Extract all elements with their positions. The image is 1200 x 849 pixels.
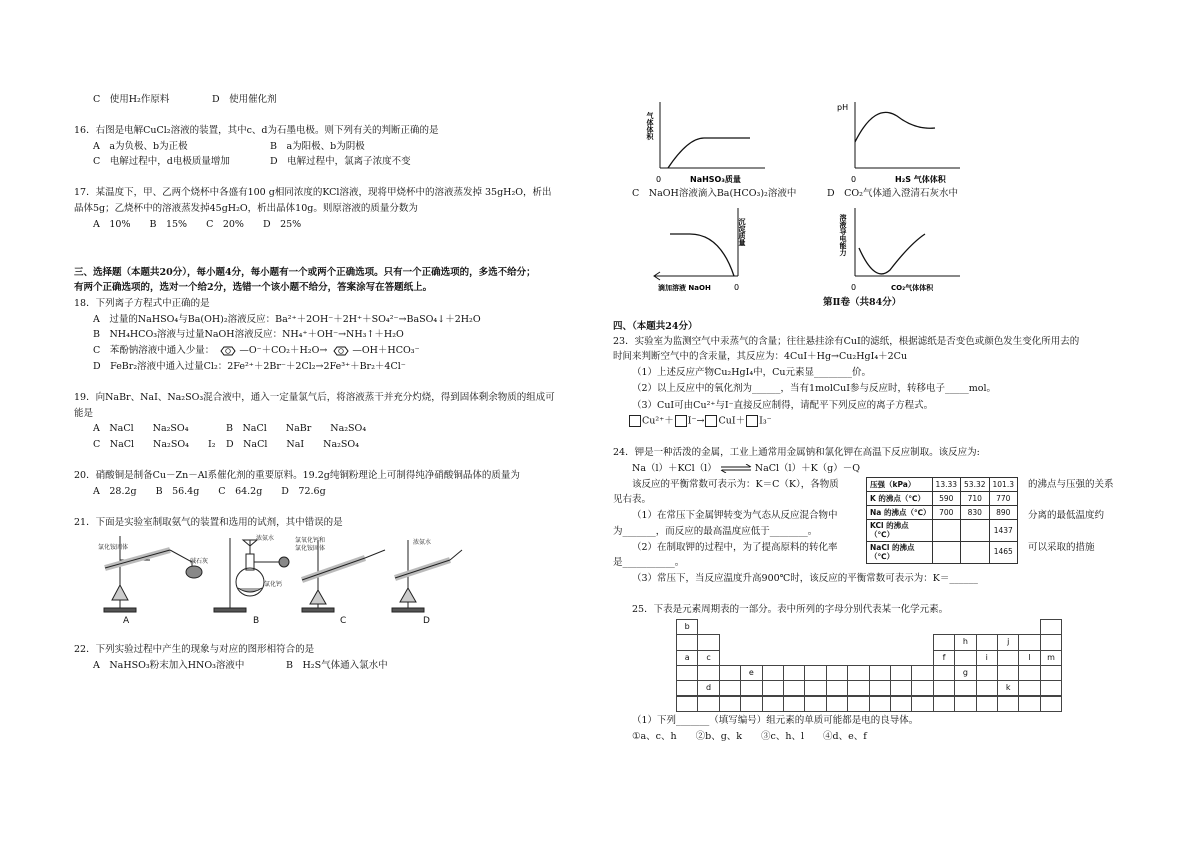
row-header: 压强（kPa） — [867, 478, 933, 492]
graph-a-origin: 0 — [656, 175, 662, 184]
element-cell — [933, 696, 955, 712]
graph-c-xlabel: 滴加溶液 NaOH — [658, 284, 711, 292]
label-a: A — [123, 616, 130, 625]
element-cell-j: j — [997, 634, 1019, 650]
element-cell — [976, 665, 998, 681]
element-cell — [869, 665, 891, 681]
q22-option-a: A NaHSO₃粉末加入HNO₃溶液中 — [93, 660, 245, 671]
element-cell — [911, 696, 933, 712]
element-cell — [933, 634, 955, 650]
table-cell — [961, 541, 989, 563]
eq-term-4: I₃⁻ — [759, 415, 772, 427]
element-cell-d: d — [697, 680, 719, 696]
q24-line3a: （1）在常压下金属钾转变为气态从反应混合物中 — [632, 510, 838, 521]
q22-option-b: B H₂S气体通入氯水中 — [286, 660, 388, 671]
table-cell: 101.3 — [989, 478, 1017, 492]
element-cell — [1040, 634, 1062, 650]
q17-stem-2: 晶体5g；乙烧杯中的溶液蒸发掉45gH₂O，析出晶体10g。则原溶液的质量分数为 — [74, 203, 418, 214]
element-cell — [719, 665, 741, 681]
element-cell — [804, 696, 826, 712]
element-cell — [847, 680, 869, 696]
q23-part3: （3）CuI可由Cu²⁺与I⁻直接反应制得，请配平下列反应的离子方程式。 — [632, 400, 934, 411]
q24-line5b: 可以采取的措施 — [1028, 542, 1095, 553]
element-cell — [933, 665, 955, 681]
periodic-table — [676, 619, 1062, 711]
q20-stem: 20．硝酸铜是制备Cu－Zn－Al系催化剂的重要原料。19.2g纯铜粉理论上可制得纯净硝酸铜晶体的质量为 — [74, 470, 520, 481]
q18-c-suffix: —OH＋HCO₃⁻ — [352, 345, 420, 356]
element-cell — [783, 665, 805, 681]
q23-part1: （1）上述反应产物Cu₂HgI₄中，Cu元素显________价。 — [632, 367, 872, 378]
table-cell: 53.32 — [961, 478, 989, 492]
element-cell-m: m — [1040, 650, 1062, 666]
table-row — [867, 520, 1018, 542]
graph-a-ylabel: 气体体积 — [646, 112, 654, 140]
q23-stem-2: 时间来判断空气中的含汞量，其反应为：4CuI＋Hg→Cu₂HgI₄＋2Cu — [613, 351, 908, 362]
table-cell: 590 — [932, 492, 960, 506]
q15-option-d: D 使用催化剂 — [212, 94, 277, 105]
graph-d-xlabel: CO₂气体体积 — [891, 284, 934, 292]
table-cell: 13.33 — [932, 478, 960, 492]
q21-stem: 21．下面是实验室制取氨气的装置和选用的试剂，其中错误的是 — [74, 517, 343, 528]
element-cell — [997, 665, 1019, 681]
element-cell — [1018, 680, 1040, 696]
q22-graph-a — [640, 98, 770, 186]
q18-stem: 18．下列离子方程式中正确的是 — [74, 298, 210, 309]
q22-graph-c — [650, 204, 780, 296]
graph-b-origin: 0 — [851, 175, 857, 184]
q22-option-d: D CO₂气体通入澄清石灰水中 — [827, 188, 958, 199]
eq-term-2: I⁻→ — [687, 415, 705, 427]
q23-part2: （2）以上反应中的氧化剂为______，当有1molCuI参与反应时，转移电子_____mol。 — [632, 383, 997, 394]
label-b3: 氯化钙 — [264, 581, 283, 588]
q20-options: A 28.2g B 56.4g C 64.2g D 72.6g — [93, 486, 326, 497]
q19-option-b: B NaCl NaBr Na₂SO₄ — [226, 423, 367, 434]
equilibrium-arrow-icon — [720, 464, 752, 473]
benzene-ring-icon — [217, 346, 239, 356]
element-cell — [1018, 634, 1040, 650]
element-cell-g: g — [954, 665, 976, 681]
label-c2: 氯化铵固体 — [295, 545, 326, 552]
section3-heading-1: 三、选择题（本题共20分），每小题4分，每小题有一个或两个正确选项。只有一个正确选项的，多选不给分； — [74, 267, 536, 278]
element-cell — [697, 665, 719, 681]
graph-c-origin: 0 — [734, 283, 740, 292]
table-cell: 890 — [989, 506, 1017, 520]
table-row — [867, 541, 1018, 563]
element-cell — [1018, 665, 1040, 681]
eq-term-3: CuI＋ — [718, 415, 746, 427]
row-header: KCl 的沸点（℃） — [867, 520, 933, 542]
q19-option-a: A NaCl Na₂SO₄ — [93, 423, 189, 434]
table-row — [867, 506, 1018, 520]
element-cell — [697, 696, 719, 712]
label-b1: 浓氨水 — [256, 535, 275, 542]
element-cell — [783, 696, 805, 712]
element-cell-f: f — [933, 650, 955, 666]
q19-option-c: C NaCl Na₂SO₄ I₂ — [93, 439, 216, 450]
table-row — [867, 478, 1018, 492]
table-cell: 1465 — [989, 541, 1017, 563]
section3-heading-2: 有两个正确选项的，选对一个给2分，选错一个该小题不给分，答案涂写在答题纸上。 — [74, 282, 433, 293]
apparatus-d — [392, 540, 462, 612]
graph-c-ylabel: 沉淀质量 — [738, 218, 746, 246]
q17-options: A 10% B 15% C 20% D 25% — [93, 219, 302, 230]
element-cell — [804, 665, 826, 681]
eq-term-1: Cu²⁺＋ — [642, 415, 674, 427]
label-b: B — [253, 616, 260, 625]
graph-a-xlabel: NaHSO₃质量 — [690, 175, 741, 184]
q19-stem-2: 能是 — [74, 408, 94, 419]
element-cell — [1018, 696, 1040, 712]
element-cell — [762, 696, 784, 712]
q18-option-b: B NH₄HCO₃溶液与过量NaOH溶液反应：NH₄⁺＋OH⁻→NH₃↑＋H₂O — [93, 329, 404, 340]
q18-c-middle: —O⁻＋CO₂＋H₂O→ — [239, 345, 328, 356]
q18-option-d: D FeBr₂溶液中通入过量Cl₂：2Fe²⁺＋2Br⁻＋2Cl₂→2Fe³⁺＋Br₂＋4Cl⁻ — [93, 361, 406, 372]
element-cell — [826, 665, 848, 681]
table-cell: 710 — [961, 492, 989, 506]
q24-line4: 为_______，而反应的最高温度应低于________。 — [613, 526, 818, 537]
q16-option-d: D 电解过程中，氯离子浓度不变 — [270, 156, 411, 167]
element-cell — [826, 680, 848, 696]
element-cell — [954, 696, 976, 712]
element-cell — [954, 680, 976, 696]
table-cell: 700 — [932, 506, 960, 520]
q24-equation — [632, 463, 860, 475]
element-cell-c: c — [697, 650, 719, 666]
element-cell — [676, 696, 698, 712]
label-b2: 碱石灰 — [190, 558, 209, 565]
table-cell — [932, 541, 960, 563]
element-cell — [869, 696, 891, 712]
element-cell — [869, 680, 891, 696]
q24-line3b: 分离的最低温度约 — [1028, 510, 1105, 521]
graph-b-xlabel: H₂S 气体体积 — [895, 175, 946, 184]
q25-part1: （1）下列_______（填写编号）组元素的单质可能都是电的良导体。 — [632, 715, 919, 726]
element-cell — [676, 680, 698, 696]
q25-stem: 25．下表是元素周期表的一部分。表中所列的字母分别代表某一化学元素。 — [632, 604, 949, 615]
coefficient-box[interactable] — [675, 415, 687, 427]
element-cell — [697, 634, 719, 650]
coefficient-box[interactable] — [629, 415, 641, 427]
q15-option-c: C 使用H₂作原料 — [93, 94, 170, 105]
element-cell — [783, 680, 805, 696]
label-c: C — [340, 616, 347, 625]
q23-stem-1: 23．实验室为监测空气中汞蒸气的含量；往往悬挂涂有CuI的滤纸，根据滤纸是否变色或颜色发生变化所用去的 — [613, 336, 1080, 347]
element-cell — [804, 680, 826, 696]
element-cell — [676, 665, 698, 681]
element-cell-i: i — [976, 650, 998, 666]
q24-eq-right: NaCl（l）＋K（g）－Q — [754, 463, 861, 474]
graph-b-ylabel: pH — [837, 103, 849, 112]
boiling-point-table — [866, 477, 1018, 564]
q16-option-c: C 电解过程中，d电极质量增加 — [93, 156, 230, 167]
benzene-ring-icon — [330, 346, 352, 356]
element-cell — [1040, 619, 1062, 635]
q17-stem-1: 17．某温度下，甲、乙两个烧杯中各盛有100 g相同浓度的KCl溶液，现将甲烧杯中的溶液蒸发掉 35gH₂O，析出 — [74, 187, 552, 198]
row-header: NaCl 的沸点（℃） — [867, 541, 933, 563]
q24-line1a: 该反应的平衡常数可表示为：K＝C（K），各物质 — [632, 479, 839, 490]
element-cell — [1040, 696, 1062, 712]
graph-d-origin: 0 — [851, 283, 857, 292]
element-cell — [1040, 680, 1062, 696]
q19-option-d: D NaCl NaI Na₂SO₄ — [226, 439, 360, 450]
element-cell — [762, 665, 784, 681]
element-cell — [740, 680, 762, 696]
q25-options: ①a、c、h ②b、g、k ③c、h、l ④d、e、f — [632, 731, 867, 742]
element-cell — [740, 696, 762, 712]
q21-apparatus-figure — [90, 530, 470, 625]
q24-line7: （3）常压下，当反应温度升高900℃时，该反应的平衡常数可表示为：K＝______ — [632, 573, 978, 584]
element-cell-a: a — [676, 650, 698, 666]
element-cell — [1040, 665, 1062, 681]
q24-line1b: 的沸点与压强的关系 — [1028, 479, 1114, 490]
label-c1: 氯氧化钙和 — [295, 537, 326, 544]
element-cell — [911, 680, 933, 696]
element-cell — [954, 650, 976, 666]
table-row — [867, 492, 1018, 506]
label-a1: 氯化铵固体 — [98, 544, 129, 551]
element-cell — [997, 650, 1019, 666]
apparatus-b — [214, 538, 289, 612]
element-cell — [997, 696, 1019, 712]
q16-stem: 16．右图是电解CuCl₂溶液的装置，其中c、d为石墨电极。则下列有关的判断正确的是 — [74, 125, 439, 136]
element-cell — [847, 665, 869, 681]
q18-c-prefix: C 苯酚钠溶液中通入少量： — [93, 345, 215, 356]
element-cell-h: h — [954, 634, 976, 650]
label-d: D — [423, 616, 430, 625]
element-cell — [976, 680, 998, 696]
table-cell: 1437 — [989, 520, 1017, 542]
q22-option-c: C NaOH溶液滴入Ba(HCO₃)₂溶液中 — [632, 188, 797, 199]
section4-heading: 四、（本题共24分） — [613, 321, 698, 332]
element-cell-e: e — [740, 665, 762, 681]
row-header: K 的沸点（℃） — [867, 492, 933, 506]
element-cell — [890, 696, 912, 712]
q24-stem: 24．钾是一种活泼的金属，工业上通常用金属钠和氯化钾在高温下反应制取。该反应为: — [613, 447, 980, 458]
part2-title: 第Ⅱ卷（共84分） — [823, 297, 902, 308]
element-cell — [847, 696, 869, 712]
table-cell: 830 — [961, 506, 989, 520]
q18-option-c — [93, 345, 420, 357]
element-cell-k: k — [997, 680, 1019, 696]
row-header: Na 的沸点（℃） — [867, 506, 933, 520]
q22-stem: 22．下列实验过程中产生的现象与对应的图形相符合的是 — [74, 644, 315, 655]
element-cell — [826, 696, 848, 712]
element-cell — [676, 634, 698, 650]
element-cell-b: b — [676, 619, 698, 635]
element-cell — [762, 680, 784, 696]
q24-line5a: （2）在制取钾的过程中，为了提高原料的转化率 — [632, 542, 838, 553]
element-cell — [911, 665, 933, 681]
table-cell: 770 — [989, 492, 1017, 506]
q16-option-a: A a为负极、b为正极 — [93, 141, 188, 152]
element-cell — [933, 680, 955, 696]
q19-stem-1: 19．向NaBr、NaI、Na₂SO₃混合液中，通入一定量氯气后，将溶液蒸干并充分灼烧，得到固体剩余物质的组成可 — [74, 392, 555, 403]
element-cell — [976, 634, 998, 650]
q23-equation — [628, 415, 772, 427]
element-cell — [890, 680, 912, 696]
label-d1: 浓氨水 — [413, 539, 432, 546]
table-cell — [932, 520, 960, 542]
element-cell-l: l — [1018, 650, 1040, 666]
q22-graph-b — [835, 98, 965, 186]
q24-line6: 是___________。 — [613, 557, 685, 568]
element-cell — [719, 680, 741, 696]
element-cell — [976, 696, 998, 712]
q24-eq-left: Na（l）＋KCl（l） — [632, 463, 717, 474]
element-cell — [719, 696, 741, 712]
graph-d-ylabel: 溶液导电能力 — [839, 214, 847, 256]
q24-line2: 见右表。 — [613, 494, 652, 505]
q16-option-b: B a为阳极、b为阴极 — [270, 141, 365, 152]
table-cell — [961, 520, 989, 542]
q18-option-a: A 过量的NaHSO₄与Ba(OH)₂溶液反应：Ba²⁺＋2OH⁻＋2H⁺＋SO₄²⁻→BaSO₄↓＋2H₂O — [93, 314, 481, 325]
q22-graph-d — [835, 204, 965, 296]
coefficient-box[interactable] — [705, 415, 717, 427]
coefficient-box[interactable] — [746, 415, 758, 427]
element-cell — [890, 665, 912, 681]
